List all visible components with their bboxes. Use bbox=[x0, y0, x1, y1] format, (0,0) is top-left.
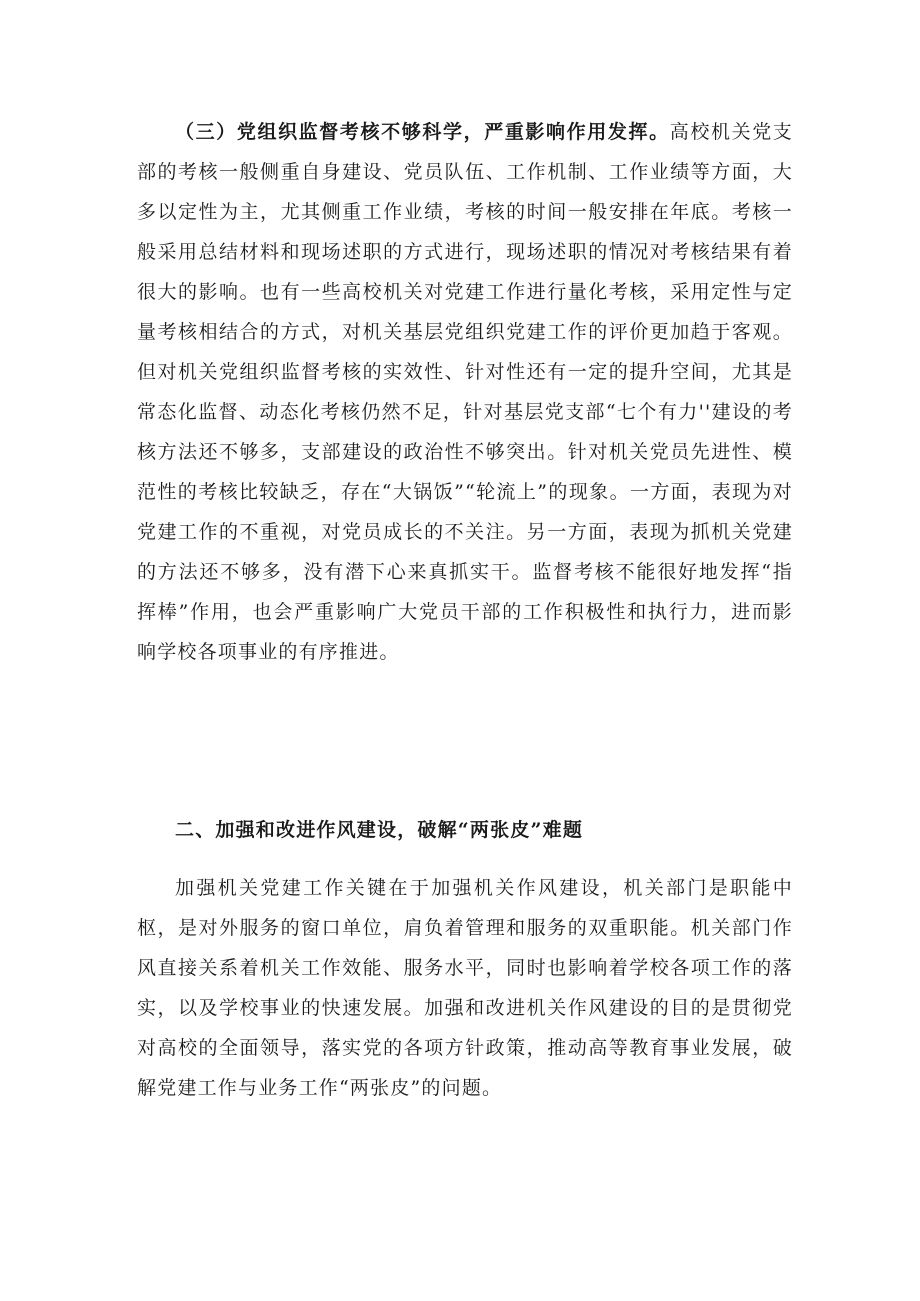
section-3-paragraph bbox=[137, 112, 793, 672]
section-3-lead-sentence: （三）党组织监督考核不够科学，严重影响作用发挥。 bbox=[175, 121, 670, 143]
section-2-heading: 二、加强和改进作风建设，破解“两张皮”难题 bbox=[175, 819, 584, 841]
section-3-body-text: 高校机关党支部的考核一般侧重自身建设、党员队伍、工作机制、工作业绩等方面，大多以定性为主，尤其侧重工作业绩，考核的时间一般安排在年底。考核一般采用总结材料和现场述职的方式进行，现场述职的情况对考核结果有着很大的影响。也有一些高校机关对党建工作进行量化考核，采用定性与定量考核相结合的方式，对机关基层党组织党建工作的评价更加趋于客观。但对机关党组织监督考核的实效性、针对性还有一定的提升空间，尤其是常态化监督、动态化考核仍然不足，针对基层党支部“七个有力''建设的考核方法还不够多，支部建设的政治性不够突出。针对机关党员先进性、模范性的考核比较缺乏，存在“大锅饭”“轮流上”的现象。一方面，表现为对党建工作的不重视，对党员成长的不关注。另一方面，表现为抓机关党建的方法还不够多，没有潜下心来真抓实干。监督考核不能很好地发挥“指挥棒”作用，也会严重影响广大党员干部的工作积极性和执行力，进而影响学校各项事业的有序推进。 bbox=[137, 121, 794, 663]
section-2-paragraph: 加强机关党建工作关键在于加强机关作风建设，机关部门是职能中枢，是对外服务的窗口单位，肩负着管理和服务的双重职能。机关部门作风直接关系着机关工作效能、服务水平，同时也影响着学校各项工作的落实，以及学校事业的快速发展。加强和改进机关作风建设的目的是贯彻党对高校的全面领导，落实党的各项方针政策，推动高等教育事业发展，破解党建工作与业务工作“两张皮”的问题。 bbox=[137, 877, 793, 1099]
